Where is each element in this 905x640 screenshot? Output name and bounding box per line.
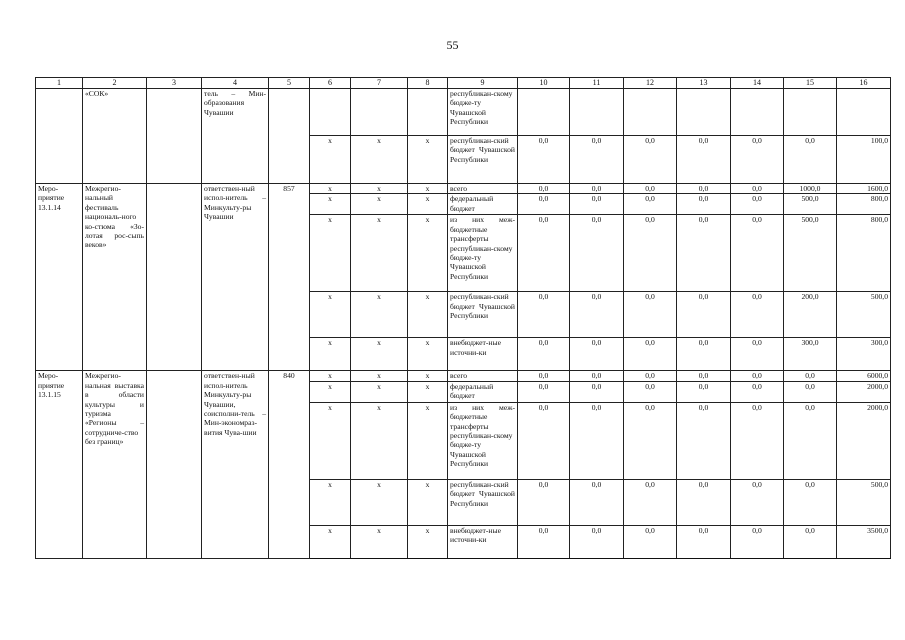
cell-value: 0,0 — [570, 402, 624, 479]
cell-funding-source: из них меж-бюджетные трансферты республикан-скому бюдже-ту Чувашской Республики — [448, 402, 518, 479]
cell-value: 0,0 — [731, 292, 784, 338]
cell-event-id: Меро-приятие 13.1.14 — [36, 184, 83, 371]
cell-value: 0,0 — [624, 402, 677, 479]
cell-value: 0,0 — [570, 292, 624, 338]
cell-value: 0,0 — [570, 381, 624, 402]
cell-x: х — [351, 136, 408, 184]
cell-executor: ответствен-ный испол-нитель Минкульту-ры Чувашии, соисполни-тель – Мин-экономраз-вития Чува-шии — [202, 371, 269, 558]
header-col: 11 — [570, 78, 624, 89]
cell-value: 0,0 — [518, 479, 570, 525]
cell-value: 0,0 — [624, 292, 677, 338]
cell-value: 0,0 — [518, 215, 570, 292]
cell-x: х — [310, 215, 351, 292]
cell-code — [269, 89, 310, 184]
cell-value: 0,0 — [731, 215, 784, 292]
cell-x — [408, 89, 448, 136]
cell-value: 0,0 — [518, 381, 570, 402]
cell-value: 0,0 — [731, 338, 784, 371]
cell-x — [351, 89, 408, 136]
cell-x: х — [351, 194, 408, 215]
cell-value: 0,0 — [784, 136, 837, 184]
cell-x: х — [351, 184, 408, 194]
cell-value: 0,0 — [570, 215, 624, 292]
cell-funding-source: из них меж-бюджетные трансферты республикан-скому бюдже-ту Чувашской Республики — [448, 215, 518, 292]
header-col: 4 — [202, 78, 269, 89]
cell-funding-source: федеральный бюджет — [448, 194, 518, 215]
cell-event-id — [36, 89, 83, 184]
cell-value: 0,0 — [731, 525, 784, 558]
cell-col3 — [147, 184, 202, 371]
cell-value: 3500,0 — [837, 525, 891, 558]
cell-value: 300,0 — [837, 338, 891, 371]
cell-value: 0,0 — [518, 525, 570, 558]
header-col: 16 — [837, 78, 891, 89]
budget-table — [35, 77, 891, 559]
cell-x: х — [408, 479, 448, 525]
cell-funding-source: всего — [448, 371, 518, 381]
cell-funding-source: республикан-ский бюджет Чувашской Республики — [448, 479, 518, 525]
cell-value: 0,0 — [570, 338, 624, 371]
cell-x: х — [310, 136, 351, 184]
cell-value: 0,0 — [677, 194, 731, 215]
cell-x: х — [408, 381, 448, 402]
cell-value: 0,0 — [677, 136, 731, 184]
cell-value: 0,0 — [518, 371, 570, 381]
cell-value: 0,0 — [784, 371, 837, 381]
cell-value: 0,0 — [518, 136, 570, 184]
cell-x: х — [310, 479, 351, 525]
cell-value — [570, 89, 624, 136]
table-row — [36, 184, 891, 194]
header-col: 9 — [448, 78, 518, 89]
cell-funding-source: республикан-ский бюджет Чувашской Республики — [448, 136, 518, 184]
cell-value: 0,0 — [624, 136, 677, 184]
cell-x: х — [351, 371, 408, 381]
cell-executor: ответствен-ный испол-нитель – Минкульту-ры Чувашии — [202, 184, 269, 371]
page-number: 55 — [446, 38, 459, 52]
cell-value: 0,0 — [624, 194, 677, 215]
cell-value: 0,0 — [570, 525, 624, 558]
header-col: 5 — [269, 78, 310, 89]
header-col: 8 — [408, 78, 448, 89]
cell-value: 500,0 — [837, 479, 891, 525]
cell-x: х — [310, 184, 351, 194]
table-row — [36, 89, 891, 136]
cell-value: 0,0 — [677, 402, 731, 479]
cell-value: 0,0 — [518, 338, 570, 371]
cell-event-id: Меро-приятие 13.1.15 — [36, 371, 83, 558]
cell-value: 0,0 — [677, 479, 731, 525]
cell-value: 200,0 — [784, 292, 837, 338]
cell-x: х — [310, 381, 351, 402]
header-col: 12 — [624, 78, 677, 89]
header-col: 15 — [784, 78, 837, 89]
column-number-header — [36, 78, 891, 89]
cell-value — [518, 89, 570, 136]
cell-value: 0,0 — [518, 292, 570, 338]
cell-event-name: Межрегио-нальная выставка в области культуры и туризма «Регионы – сотрудниче-ство без границ» — [83, 371, 147, 558]
cell-value: 0,0 — [518, 194, 570, 215]
cell-x: х — [351, 338, 408, 371]
header-col: 14 — [731, 78, 784, 89]
cell-value — [731, 89, 784, 136]
cell-value — [784, 89, 837, 136]
cell-value: 0,0 — [624, 184, 677, 194]
cell-value: 800,0 — [837, 194, 891, 215]
cell-value: 0,0 — [624, 215, 677, 292]
cell-x: х — [408, 194, 448, 215]
header-col: 13 — [677, 78, 731, 89]
cell-value: 0,0 — [731, 184, 784, 194]
cell-value: 0,0 — [677, 525, 731, 558]
cell-value: 0,0 — [784, 479, 837, 525]
cell-value: 300,0 — [784, 338, 837, 371]
cell-value: 0,0 — [677, 371, 731, 381]
cell-value: 0,0 — [731, 194, 784, 215]
cell-code: 857 — [269, 184, 310, 371]
cell-value: 0,0 — [677, 338, 731, 371]
cell-x: х — [408, 338, 448, 371]
cell-value: 0,0 — [518, 184, 570, 194]
cell-value: 0,0 — [731, 371, 784, 381]
cell-value: 0,0 — [570, 194, 624, 215]
cell-value: 0,0 — [624, 381, 677, 402]
header-col: 10 — [518, 78, 570, 89]
cell-value: 0,0 — [624, 371, 677, 381]
cell-x: х — [408, 371, 448, 381]
cell-x: х — [351, 402, 408, 479]
cell-x: х — [408, 402, 448, 479]
table-row — [36, 371, 891, 381]
cell-value: 0,0 — [731, 479, 784, 525]
cell-col3 — [147, 371, 202, 558]
cell-x: х — [408, 215, 448, 292]
cell-value: 0,0 — [731, 136, 784, 184]
cell-value: 0,0 — [677, 292, 731, 338]
cell-x: х — [310, 292, 351, 338]
cell-event-name: «СОК» — [83, 89, 147, 184]
cell-value: 0,0 — [677, 381, 731, 402]
header-col: 3 — [147, 78, 202, 89]
cell-x: х — [310, 402, 351, 479]
cell-value: 0,0 — [677, 184, 731, 194]
header-col: 2 — [83, 78, 147, 89]
cell-x: х — [408, 136, 448, 184]
cell-event-name: Межрегио-нальный фестиваль националь-ного ко-стюма «Зо-лотая рос-сыпь веков» — [83, 184, 147, 371]
cell-value: 0,0 — [677, 215, 731, 292]
cell-funding-source: всего — [448, 184, 518, 194]
cell-value: 100,0 — [837, 136, 891, 184]
cell-x: х — [310, 525, 351, 558]
cell-value: 2000,0 — [837, 402, 891, 479]
cell-x: х — [351, 292, 408, 338]
cell-value: 0,0 — [570, 184, 624, 194]
cell-value: 0,0 — [624, 479, 677, 525]
cell-value — [837, 89, 891, 136]
cell-value: 0,0 — [731, 402, 784, 479]
cell-value: 1600,0 — [837, 184, 891, 194]
cell-x: х — [408, 184, 448, 194]
cell-col3 — [147, 89, 202, 184]
cell-x: х — [310, 371, 351, 381]
cell-x: х — [351, 381, 408, 402]
cell-value: 2000,0 — [837, 381, 891, 402]
cell-value: 0,0 — [731, 381, 784, 402]
cell-value: 0,0 — [518, 402, 570, 479]
cell-code: 840 — [269, 371, 310, 558]
cell-funding-source: федеральный бюджет — [448, 381, 518, 402]
cell-x: х — [408, 292, 448, 338]
cell-value: 6000,0 — [837, 371, 891, 381]
cell-value: 500,0 — [784, 194, 837, 215]
cell-x: х — [310, 338, 351, 371]
cell-value: 0,0 — [624, 525, 677, 558]
cell-value: 1000,0 — [784, 184, 837, 194]
cell-executor: тель – Мин-образования Чувашии — [202, 89, 269, 184]
cell-value: 0,0 — [570, 136, 624, 184]
cell-x: х — [310, 194, 351, 215]
cell-funding-source: республикан-скому бюдже-ту Чувашской Республики — [448, 89, 518, 136]
cell-value: 500,0 — [837, 292, 891, 338]
header-col: 7 — [351, 78, 408, 89]
cell-value — [677, 89, 731, 136]
cell-value: 500,0 — [784, 215, 837, 292]
cell-value: 0,0 — [784, 381, 837, 402]
cell-funding-source: внебюджет-ные источни-ки — [448, 525, 518, 558]
cell-funding-source: республикан-ский бюджет Чувашской Республики — [448, 292, 518, 338]
cell-funding-source: внебюджет-ные источни-ки — [448, 338, 518, 371]
cell-value — [624, 89, 677, 136]
header-col: 6 — [310, 78, 351, 89]
cell-value: 0,0 — [624, 338, 677, 371]
cell-x — [310, 89, 351, 136]
cell-value: 0,0 — [570, 479, 624, 525]
cell-value: 800,0 — [837, 215, 891, 292]
cell-value: 0,0 — [570, 371, 624, 381]
cell-value: 0,0 — [784, 525, 837, 558]
cell-x: х — [408, 525, 448, 558]
cell-x: х — [351, 525, 408, 558]
cell-value: 0,0 — [784, 402, 837, 479]
cell-x: х — [351, 215, 408, 292]
cell-x: х — [351, 479, 408, 525]
header-col: 1 — [36, 78, 83, 89]
